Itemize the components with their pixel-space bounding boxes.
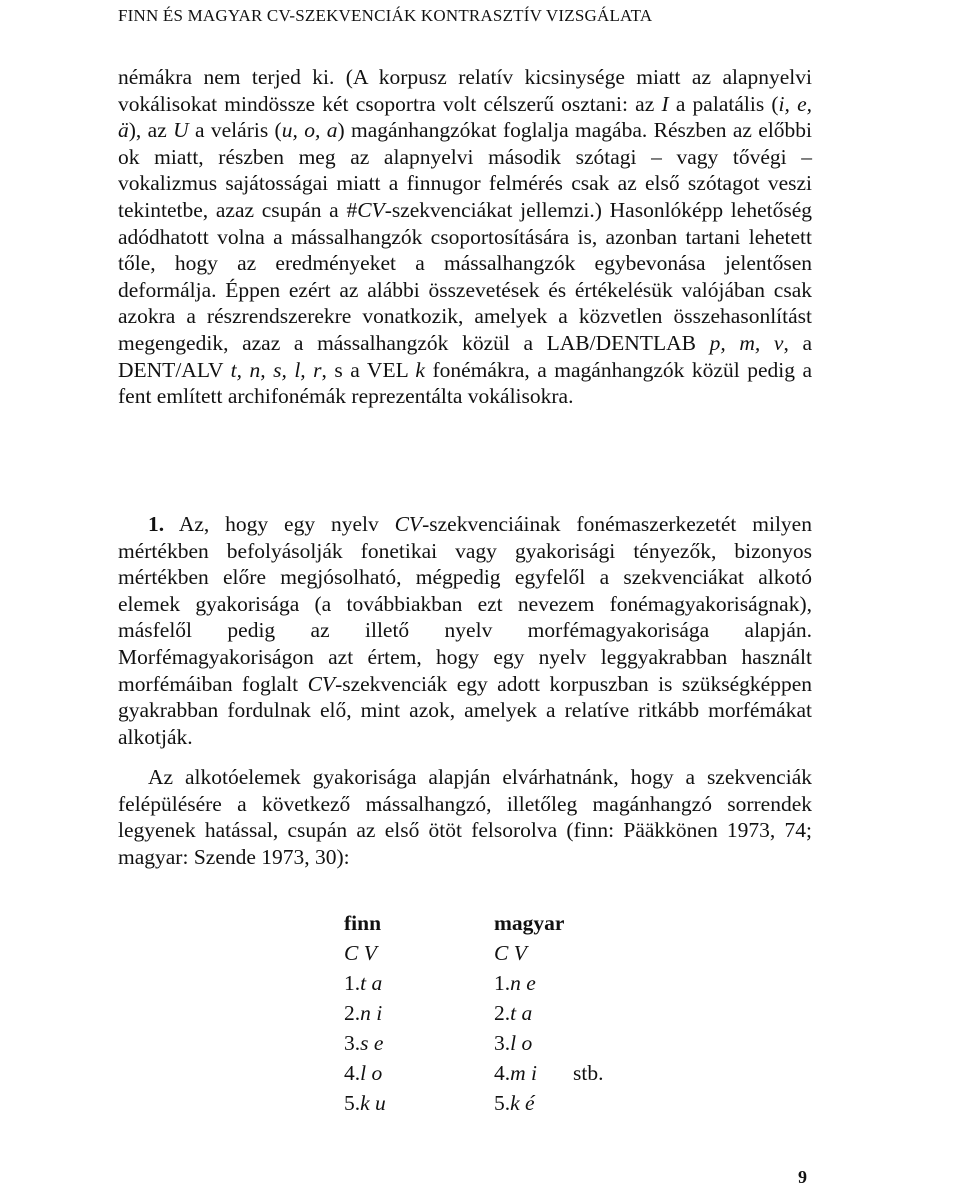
finn-row: 5.k u [344,1091,386,1115]
magyar-row: 1.n e [494,971,536,995]
magyar-row: 4.m i [494,1061,537,1085]
magyar-cv-label: C V [494,941,527,965]
etc-label: stb. [573,1061,604,1085]
magyar-row: 2.t a [494,1001,533,1025]
section-number: 1. [148,512,165,536]
finn-row: 4.l o [344,1061,383,1085]
magyar-column [494,908,564,1118]
finn-cv-label: C V [344,941,377,965]
paragraph-section-1: 1. Az, hogy egy nyelv CV-szekvenciáinak fonémaszerkezetét milyen mértékben befolyásolják fonetikai vagy gyakorisági tényezők, bizonyos mértékben előre megjósolható, mégpedig egyfelől a szekvenciákat alkotó elemek gyakorisága (a továbbiakban ezt nevezem fonémagyakoriságnak), másfelől pedig az illető nyelv morfémagyakorisága alapján. Morfémagyakoriságon azt értem, hogy egy nyelv leggyakrabban használt morfémáiban foglalt CV-szekvenciák egy adott korpuszban is szükségképpen gyakrabban fordulnak elő, mint azok, amelyek a relatíve ritkább morfémákat alkotják. [118,512,812,749]
magyar-row: 3.l o [494,1031,533,1055]
paragraph-intro: némákra nem terjed ki. (A korpusz relatív kicsinysége miatt az alapnyelvi vokálisokat mindössze két csoportra volt célszerű osztani: az I a palatális (i, e, ä), az U a veláris (u, o, a) magánhangzókat foglalja magába. Részben az előbbi ok miatt, részben meg az alapnyelvi második szótagi – vagy tővégi – vokalizmus sajátosságai miatt a finnugor felmérés csak az első szótagot veszi tekintetbe, azaz csupán a #CV-szekvenciákat jellemzi.) Hasonlóképp lehetőség adódhatott volna a mássalhangzók csoportosítására is, azonban tartani lehetett tőle, hogy az eredményeket a mássalhangzók egybevonása jelentősen deformálja. Éppen ezért az alábbi összevetések és értékelésük valójában csak azokra a részrendszerekre vonatkozik, amelyek a közvetlen összehasonlítást megengedik, azaz a mássalhangzók közül a LAB/DENTLAB p, m, v, a DENT/ALV t, n, s, l, r, s a VEL k fonémákra, a magánhangzók közül pedig a fent említett archifonémák reprezentálta vokálisokra. [118,65,813,409]
paragraph-expectation: Az alkotóelemek gyakorisága alapján elvárhatnánk, hogy a szekvenciák felépülésére a következő mássalhangzó, illetőleg magánhangzó sorrendek legyenek hatással, csupán az első ötöt felsorolva (finn: Pääkkönen 1973, 74; magyar: Szende 1973, 30): [118,765,812,869]
finn-row: 2.n i [344,1001,383,1025]
finn-column [344,908,386,1118]
finn-heading: finn [344,911,382,935]
page-number: 9 [798,1167,807,1187]
running-header: FINN ÉS MAGYAR CV-SZEKVENCIÁK KONTRASZTÍV VIZSGÁLATA [118,6,653,25]
finn-row: 1.t a [344,971,383,995]
finn-row: 3.s e [344,1031,384,1055]
magyar-heading: magyar [494,911,565,935]
magyar-row: 5.k é [494,1091,535,1115]
